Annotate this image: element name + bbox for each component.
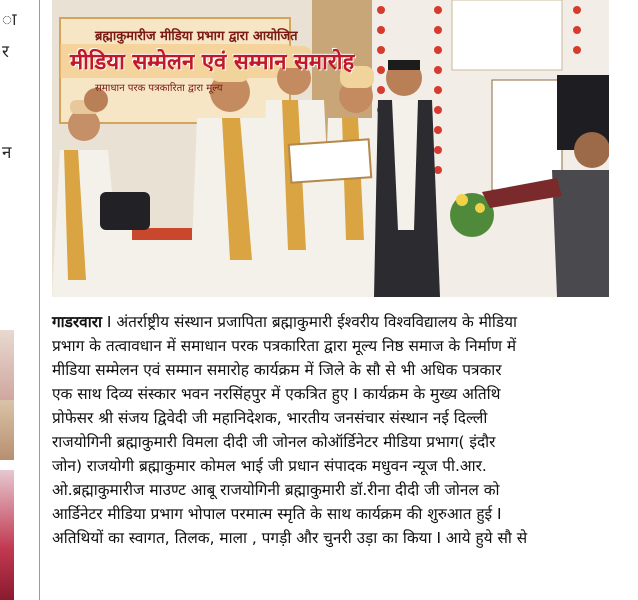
article-text: प्रभाग के तत्वावधान में समाधान परक पत्रकारिता द्वारा मूल्य निष्ठ समाज के निर्माण में [52, 337, 517, 355]
banner-title-small: ब्रह्माकुमारीज मीडिया प्रभाग द्वारा आयोजित [95, 29, 298, 44]
dateline-separator: I [102, 313, 117, 331]
text-fragment: र [2, 42, 9, 62]
text-fragment: ा [2, 10, 17, 30]
column-divider [39, 0, 40, 600]
article-text: एक साथ दिव्य संस्कार भवन नरसिंहपुर में एकत्रित हुए I कार्यक्रम के मुख्य अतिथि [52, 385, 501, 403]
article-text: अंतर्राष्ट्रीय संस्थान प्रजापिता ब्रह्माकुमारी ईश्वरीय विश्वविद्यालय के मीडिया [116, 313, 518, 331]
gift-bag [100, 192, 150, 230]
news-article [52, 310, 622, 550]
dateline: गाडरवारा [52, 313, 103, 331]
banner-subtitle: समाधान परक पत्रकारिता द्वारा मूल्य [95, 83, 223, 94]
article-text: आर्डिनेटर मीडिया प्रभाग भोपाल परमात्म स्मृति के साथ कार्यक्रम की शुरुआत हुई I [52, 505, 502, 523]
article-line [52, 310, 622, 334]
event-photo [52, 0, 609, 297]
banner-title-main: मीडिया सम्मेलन एवं सम्मान समारोह [70, 50, 355, 75]
adjacent-photo-strip [0, 470, 14, 600]
article-text: ओ.ब्रह्माकुमारीज माउण्ट आबू राजयोगिनी ब्रह्माकुमारी डॉ.रीना दीदी जी जोनल को [52, 481, 500, 499]
photo-illustration [52, 0, 609, 297]
certificate [289, 139, 371, 182]
adjacent-column-fragment [0, 0, 38, 600]
text-fragment: न [2, 143, 12, 163]
article-text: जोन) राजयोगी ब्रह्माकुमार कोमल भाई जी प्रधान संपादक मधुवन न्यूज पी.आर. [52, 457, 487, 475]
article-text: राजयोगिनी ब्रह्माकुमारी विमला दीदी जी जोनल कोऑर्डिनेटर मीडिया प्रभाग( इंदौर [52, 433, 496, 451]
adjacent-photo-strip [0, 400, 14, 460]
article-text: अतिथियों का स्वागत, तिलक, माला , पगड़ी और चुनरी उड़ा का किया I आये हुये सौ से [52, 529, 528, 547]
adjacent-photo-strip [0, 330, 14, 400]
article-text: मीडिया सम्मेलन एवं सम्मान समारोह कार्यक्रम में जिले के सौ से भी अधिक पत्रकार [52, 361, 502, 379]
article-text: प्रोफेसर श्री संजय द्विवेदी जी महानिदेशक, भारतीय जनसंचार संस्थान नई दिल्ली [52, 409, 488, 427]
